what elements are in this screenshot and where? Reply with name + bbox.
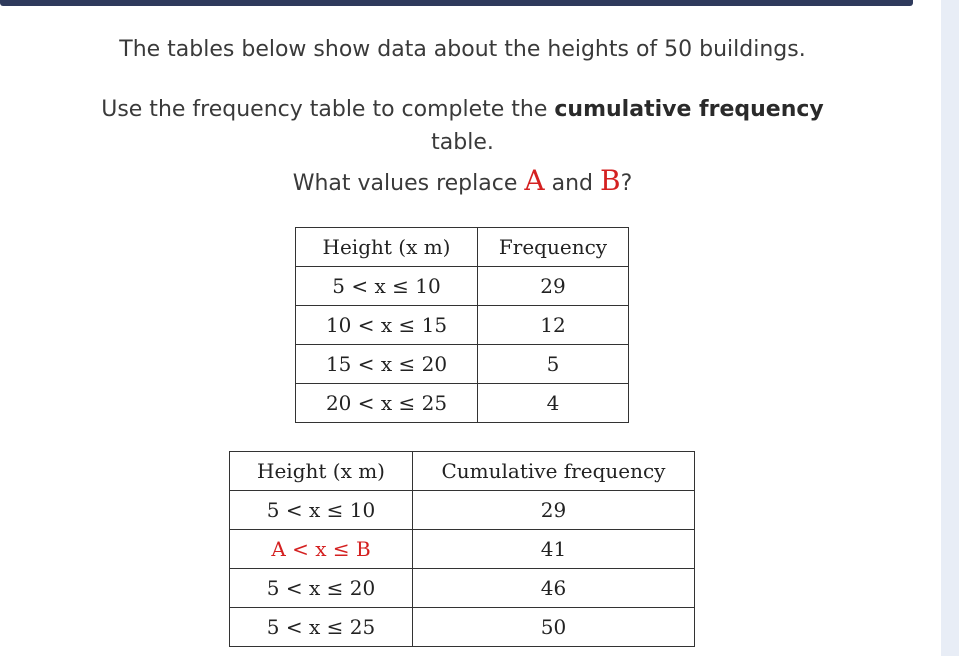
top-bar <box>0 0 913 6</box>
column-header-height: Height (x m) <box>230 452 413 491</box>
question-text-pre: What values replace <box>292 171 525 196</box>
value-cell: 5 <box>478 345 629 384</box>
value-cell: 12 <box>478 306 629 345</box>
range-cell: 5 < x ≤ 10 <box>230 491 413 530</box>
table-row <box>296 384 629 423</box>
table-row <box>230 530 695 569</box>
table-row <box>230 608 695 647</box>
range-cell: 20 < x ≤ 25 <box>296 384 478 423</box>
question-text-post: ? <box>620 171 633 196</box>
question-text-mid: and <box>544 171 600 196</box>
instruction-line-cont: table. <box>431 130 494 155</box>
value-cell: 46 <box>413 569 695 608</box>
range-cell: 5 < x ≤ 10 <box>296 267 478 306</box>
instruction-bold: cumulative frequency <box>554 97 824 122</box>
unknown-range-cell: A < x ≤ B <box>230 530 413 569</box>
table-row <box>296 345 629 384</box>
cumulative-frequency-table <box>229 451 695 647</box>
intro-line: The tables below show data about the heights of 50 buildings. <box>119 37 806 62</box>
range-cell: 5 < x ≤ 25 <box>230 608 413 647</box>
column-header-cumulative-frequency: Cumulative frequency <box>413 452 695 491</box>
instruction-line <box>0 97 925 122</box>
range-cell: 10 < x ≤ 15 <box>296 306 478 345</box>
column-header-height: Height (x m) <box>296 228 478 267</box>
value-cell: 41 <box>413 530 695 569</box>
table-row <box>296 306 629 345</box>
instruction-text: Use the frequency table to complete the <box>101 97 555 122</box>
range-cell: 15 < x ≤ 20 <box>296 345 478 384</box>
variable-a: A <box>524 164 545 197</box>
right-scroll-rail[interactable] <box>941 0 959 656</box>
table-header-row <box>230 452 695 491</box>
value-cell: 50 <box>413 608 695 647</box>
value-cell: 29 <box>413 491 695 530</box>
question-line <box>0 164 925 197</box>
table-row <box>230 569 695 608</box>
column-header-frequency: Frequency <box>478 228 629 267</box>
value-cell: 29 <box>478 267 629 306</box>
table-row <box>296 267 629 306</box>
value-cell: 4 <box>478 384 629 423</box>
table-row <box>230 491 695 530</box>
table-header-row <box>296 228 629 267</box>
variable-b: B <box>599 164 621 197</box>
range-cell: 5 < x ≤ 20 <box>230 569 413 608</box>
frequency-table <box>295 227 629 423</box>
